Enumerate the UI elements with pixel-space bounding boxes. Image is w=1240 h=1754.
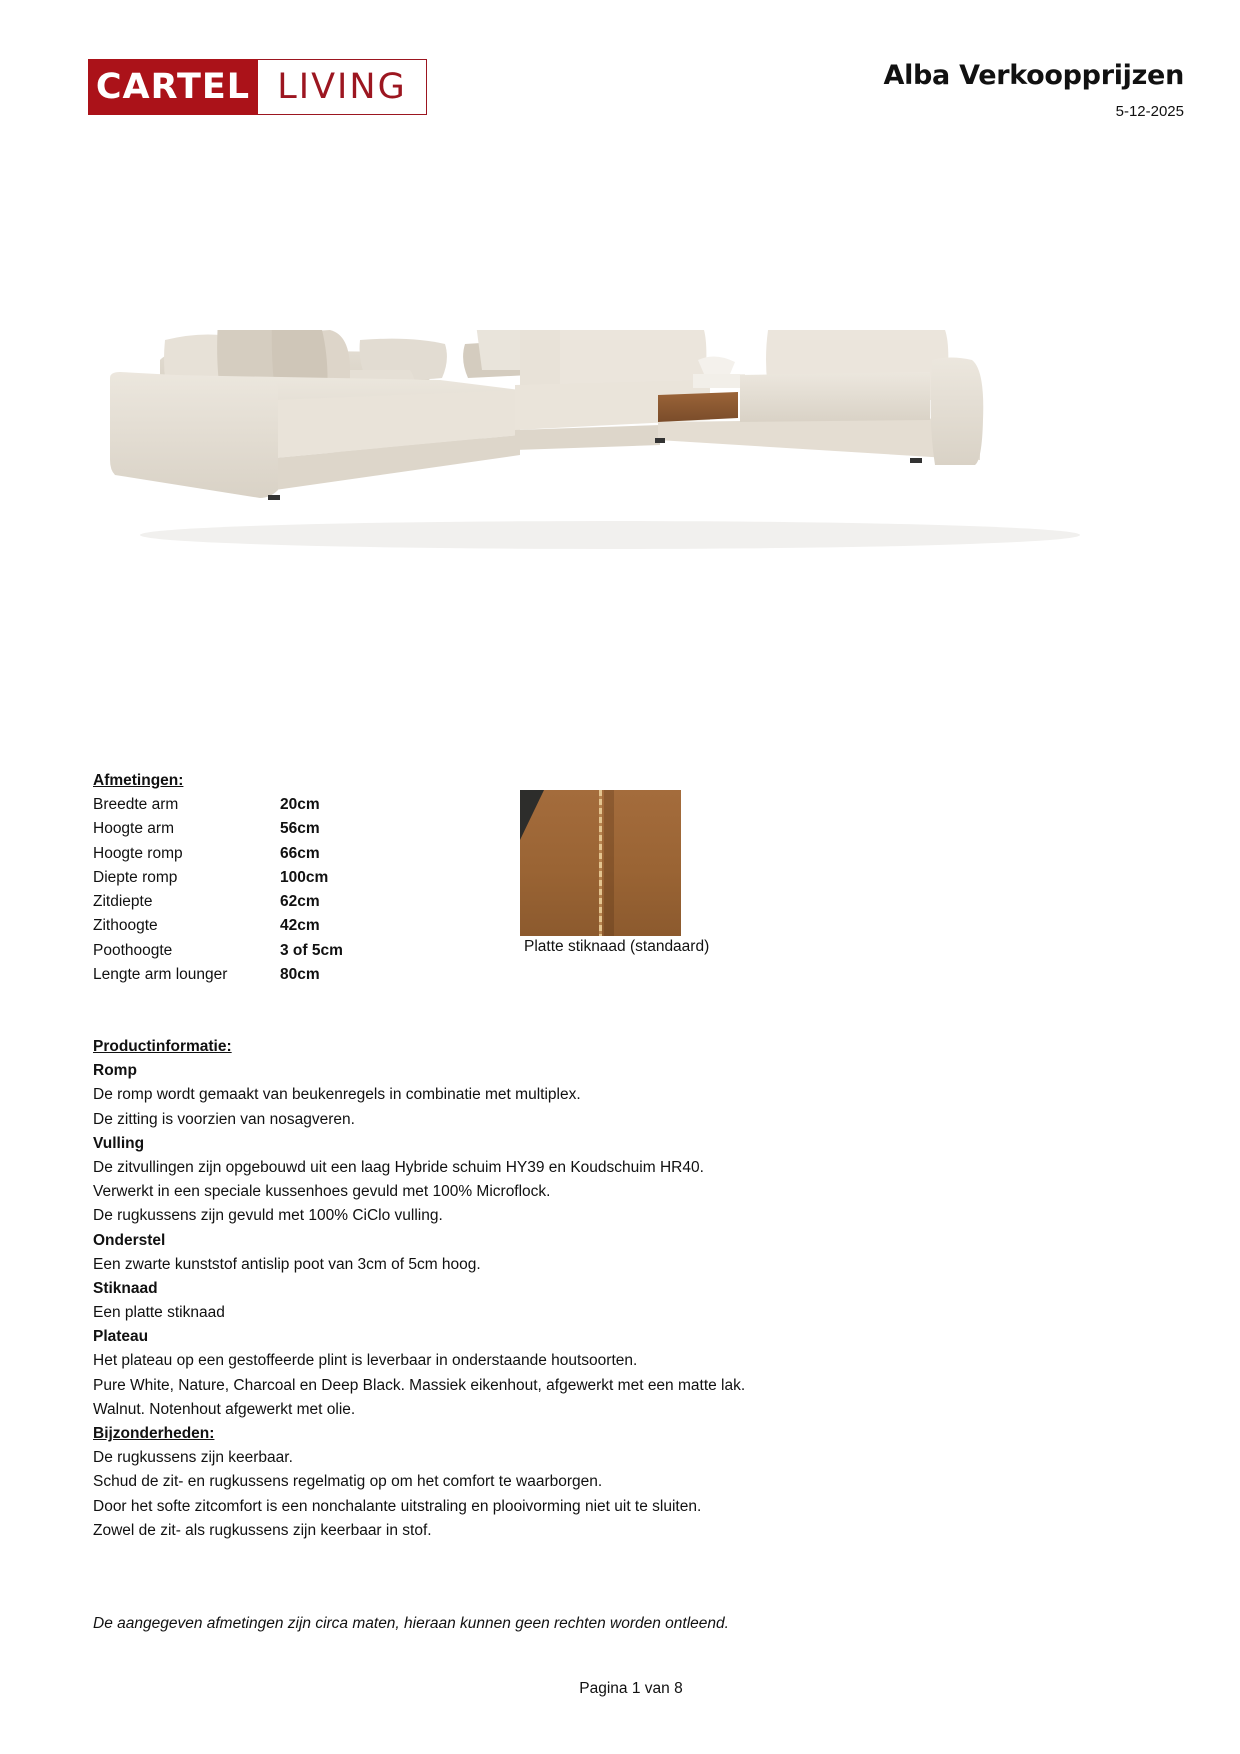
subheading-romp: Romp (93, 1062, 137, 1080)
logo-cartel: CARTEL (88, 59, 258, 115)
dimension-row (93, 939, 343, 963)
disclaimer-text: De aangegeven afmetingen zijn circa maten, hieraan kunnen geen rechten worden ontleend. (93, 1615, 729, 1632)
dimension-value: 66cm (280, 844, 320, 862)
cartel-living-logo (88, 59, 427, 115)
dimension-label: Hoogte arm (93, 820, 174, 838)
dimension-label: Hoogte romp (93, 844, 183, 862)
dimension-row (93, 890, 343, 914)
particulars-text: De rugkussens zijn keerbaar. (93, 1449, 293, 1467)
dimension-row (93, 817, 343, 841)
dimension-row (93, 866, 343, 890)
document-title: Alba Verkoopprijzen (883, 60, 1184, 91)
dimension-label: Poothoogte (93, 941, 173, 959)
product-info-heading: Productinformatie: (93, 1038, 232, 1055)
info-text: Verwerkt in een speciale kussenhoes gevuld met 100% Microflock. (93, 1183, 551, 1201)
dimension-value: 56cm (280, 820, 320, 838)
dimension-value: 20cm (280, 796, 320, 813)
info-text: Pure White, Nature, Charcoal en Deep Black. Massiek eikenhout, afgewerkt met een matte lak. (93, 1376, 746, 1394)
particulars-text: Zowel de zit- als rugkussens zijn keerbaar in stof. (93, 1521, 432, 1539)
dimension-value: 62cm (280, 893, 320, 911)
dimension-value: 80cm (280, 966, 320, 984)
product-info-section (93, 1035, 993, 1543)
info-text: Het plateau op een gestoffeerde plint is leverbaar in onderstaande houtsoorten. (93, 1352, 638, 1370)
swatch-seam-shade (604, 790, 614, 936)
seam-caption: Platte stiknaad (standaard) (524, 938, 710, 955)
particulars-heading: Bijzonderheden: (93, 1425, 215, 1442)
swatch-stitch-line (599, 790, 602, 936)
dimension-label: Breedte arm (93, 796, 179, 813)
dimensions-heading: Afmetingen: (93, 772, 184, 789)
seam-swatch-image (520, 790, 681, 936)
dimension-row (93, 793, 343, 817)
dimension-label: Lengte arm lounger (93, 966, 228, 984)
page-number (0, 1680, 1240, 1698)
dimension-value: 42cm (280, 917, 320, 935)
document-date: 5-12-2025 (1115, 103, 1184, 120)
dimension-label: Zitdiepte (93, 893, 153, 911)
subheading-vulling: Vulling (93, 1134, 145, 1152)
subheading-plateau: Plateau (93, 1328, 149, 1346)
product-image-sofa (110, 330, 1110, 570)
dimension-row (93, 914, 343, 938)
dimension-label: Zithoogte (93, 917, 158, 935)
info-text: De romp wordt gemaakt van beukenregels in combinatie met multiplex. (93, 1086, 581, 1104)
logo-living: LIVING (258, 59, 427, 115)
dimension-value: 100cm (280, 868, 329, 886)
dimension-value: 3 of 5cm (280, 941, 343, 959)
particulars-text: Schud de zit- en rugkussens regelmatig op om het comfort te waarborgen. (93, 1473, 603, 1491)
subheading-stiknaad: Stiknaad (93, 1279, 158, 1297)
info-text: Een platte stiknaad (93, 1304, 225, 1322)
info-text: Walnut. Notenhout afgewerkt met olie. (93, 1400, 356, 1418)
dimension-row (93, 963, 343, 987)
dimension-label: Diepte romp (93, 868, 178, 886)
swatch-corner-shadow (520, 790, 544, 840)
info-text: De zitvullingen zijn opgebouwd uit een laag Hybride schuim HY39 en Koudschuim HR40. (93, 1158, 704, 1176)
subheading-onderstel: Onderstel (93, 1231, 166, 1249)
dimensions-section (93, 769, 343, 987)
page-number-text: Pagina 1 van 8 (579, 1680, 683, 1697)
info-text: De zitting is voorzien van nosagveren. (93, 1110, 355, 1128)
info-text: De rugkussens zijn gevuld met 100% CiClo vulling. (93, 1207, 443, 1225)
info-text: Een zwarte kunststof antislip poot van 3cm of 5cm hoog. (93, 1255, 481, 1273)
dimension-row (93, 842, 343, 866)
particulars-text: Door het softe zitcomfort is een nonchalante uitstraling en plooivorming niet uit te sluiten. (93, 1497, 702, 1515)
